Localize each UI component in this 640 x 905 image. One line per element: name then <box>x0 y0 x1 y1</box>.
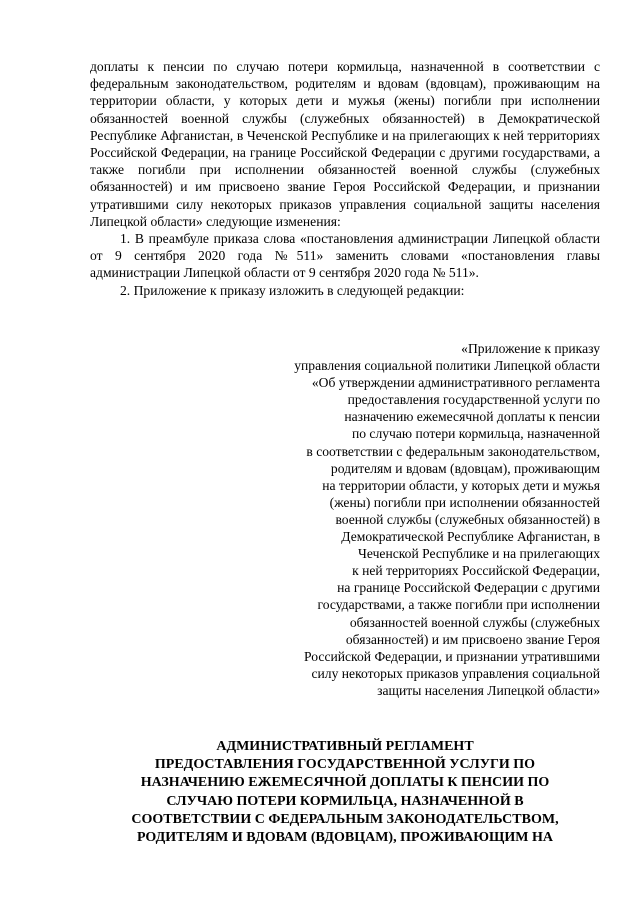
appendix-line: на территории области, у которых дети и мужья <box>322 477 600 493</box>
appendix-line: к ней территориях Российской Федерации, <box>352 563 600 579</box>
appendix-line: «Приложение к приказу <box>461 341 600 356</box>
appendix-line: родителям и вдовам (вдовцам), проживающим <box>330 460 600 476</box>
intro-paragraph: доплаты к пенсии по случаю потери кормильца, назначенной в соответствии с федеральным законодательством, родителям и вдовам (вдовцам), проживающим на территории области, у которых дети и мужья (жены) погибли при исполнении обязанностей военной службы (служебных обязанностей) в Демократической Республике Афганистан, в Чеченской Республике и на прилегающих к ней территориях Российской Федерации, на границе Российской Федерации с другими государствами, а также погибли при исполнении обязанностей военной службы (служебных обязанностей) и им присвоено звание Героя Российской Федерации, и признании утратившими силу некоторых приказов управления социальной защиты населения Липецкой области» следующие изменения: <box>90 59 600 229</box>
appendix-line: Чеченской Республике и на прилегающих <box>358 546 600 562</box>
appendix-line: по случаю потери кормильца, назначенной <box>351 426 600 442</box>
appendix-line: Российской Федерации, и признании утратившими <box>304 648 600 664</box>
appendix-line: назначению ежемесячной доплаты к пенсии <box>344 409 600 425</box>
regulation-title <box>90 738 600 847</box>
appendix-line: на границе Российской Федерации с другими <box>337 580 600 596</box>
title-line: СЛУЧАЮ ПОТЕРИ КОРМИЛЬЦА, НАЗНАЧЕННОЙ В <box>166 793 524 809</box>
appendix-line: обязанностей военной службы (служебных <box>349 614 600 630</box>
appendix-line: Демократической Республике Афганистан, в <box>341 529 600 545</box>
appendix-header <box>210 340 600 699</box>
appendix-line: военной службы (служебных обязанностей) в <box>335 511 600 527</box>
title-line: ПРЕДОСТАВЛЕНИЯ ГОСУДАРСТВЕННОЙ УСЛУГИ ПО <box>154 757 536 773</box>
title-line: НАЗНАЧЕНИЮ ЕЖЕМЕСЯЧНОЙ ДОПЛАТЫ К ПЕНСИИ ПО <box>140 775 550 791</box>
title-line: СООТВЕТСТВИИ С ФЕДЕРАЛЬНЫМ ЗАКОНОДАТЕЛЬСТВОМ, <box>131 811 559 827</box>
amendment-item-2: 2. Приложение к приказу изложить в следующей редакции: <box>120 282 465 298</box>
appendix-line: силу некоторых приказов управления социальной <box>311 665 600 681</box>
appendix-line: государствами, а также погибли при исполнении <box>317 597 600 613</box>
appendix-line: обязанностей) и им присвоено звание Героя <box>345 631 600 647</box>
amendment-item-1: 1. В преамбуле приказа слова «постановления администрации Липецкой области от 9 сентября 2020 года №511» заменить словами «постановления главы администрации Липецкой области от 9 сентября 2020 года № 511». <box>90 231 600 281</box>
appendix-line: «Об утверждении административного регламента <box>311 375 600 391</box>
appendix-line: управления социальной политики Липецкой области <box>294 358 600 374</box>
appendix-line: предоставления государственной услуги по <box>347 392 600 408</box>
appendix-line: в соответствии с федеральным законодательством, <box>306 443 600 459</box>
document-body <box>90 58 600 299</box>
title-line: РОДИТЕЛЯМ И ВДОВАМ (ВДОВЦАМ), ПРОЖИВАЮЩИМ НА <box>136 830 554 846</box>
appendix-line: защиты населения Липецкой области» <box>377 682 600 698</box>
appendix-line: (жены) погибли при исполнении обязанностей <box>329 494 600 510</box>
title-line: АДМИНИСТРАТИВНЫЙ РЕГЛАМЕНТ <box>216 739 474 754</box>
